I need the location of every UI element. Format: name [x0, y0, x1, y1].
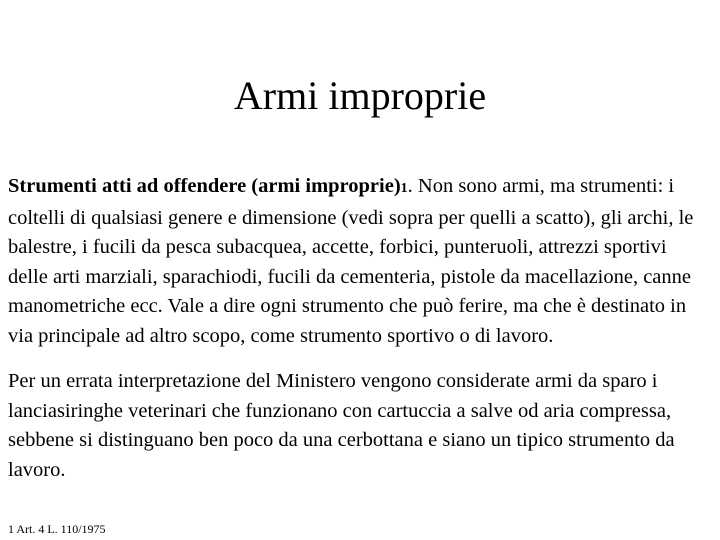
paragraph-text: Per un errata interpretazione del Ministero vengono considerate armi da sparo i lanciasiringhe veterinari che funzionano con cartuccia a salve od aria compressa, sebbene si distinguano ben poco da una cerbottana e siano un tipico strumento da lavoro. [8, 370, 675, 481]
slide-title: Armi improprie [233, 73, 487, 118]
paragraph-text: . Non sono armi, ma strumenti: i coltelli di qualsiasi genere e dimensione (vedi sopra per quelli a scatto), gli archi, le balestre, i fucili da pesca subacquea, accette, forbici, punteruoli, attrezzi sportivi delle arti marziali, sparachiodi, fucili da cementeria, pistole da macellazione, canne manometriche ecc. Vale a dire ogni strumento che può ferire, ma che è destinato in via principale ad altro scopo, come strumento sportivo o di lavoro. [8, 175, 694, 347]
paragraph-armi-improprie [8, 172, 708, 351]
footnote: 1 Art. 4 L. 110/1975 [8, 522, 106, 536]
paragraph-lanciasiringhe [8, 367, 708, 485]
footnote-reference: 1 [400, 181, 408, 196]
slide-body [8, 172, 708, 485]
paragraph-lead: Strumenti atti ad offendere (armi improprie) [8, 175, 401, 197]
